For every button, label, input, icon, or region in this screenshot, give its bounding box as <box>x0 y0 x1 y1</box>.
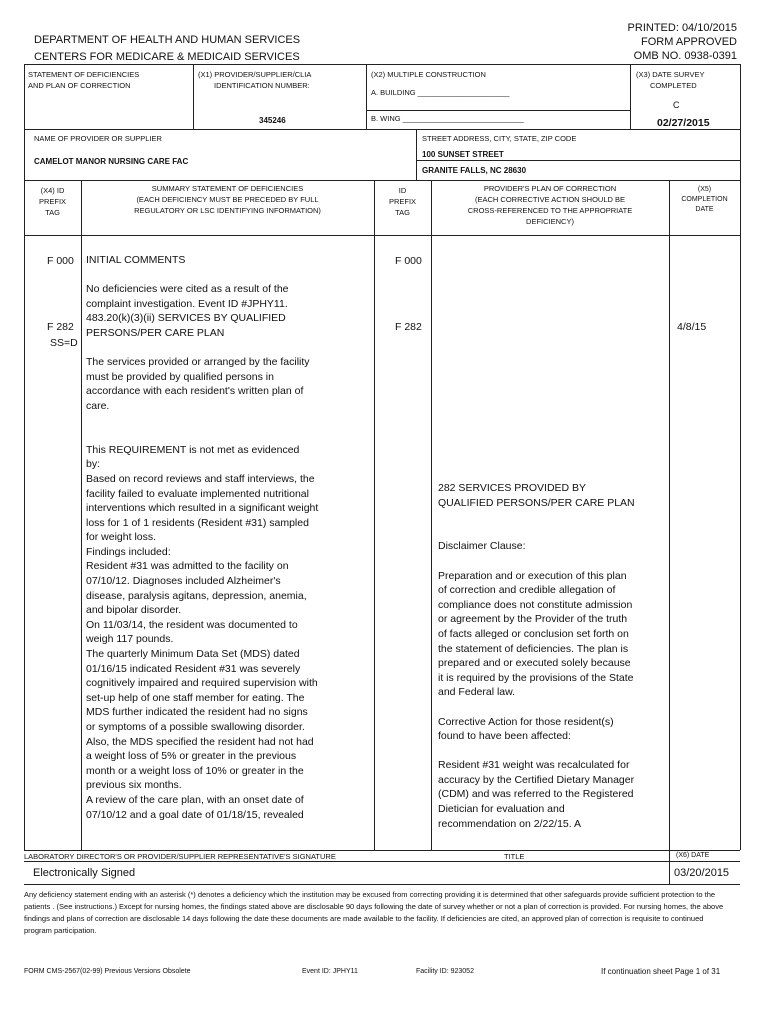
street-address: 100 SUNSET STREET <box>422 150 504 159</box>
x2-divider <box>366 110 630 111</box>
plan-line: Dietician for evaluation and <box>438 803 565 816</box>
page-counter: If continuation sheet Page 1 of 31 <box>601 967 721 976</box>
summary-line: On 11/03/14, the resident was documented to <box>86 618 298 631</box>
plan-line: the statement of deficiencies. The plan is <box>438 642 629 655</box>
id-header-1: ID <box>398 186 407 195</box>
completion-date: 4/8/15 <box>677 321 707 333</box>
plan-header-2: (EACH CORRECTIVE ACTION SHOULD BE <box>474 195 626 204</box>
summary-line: 483.20(k)(3)(ii) SERVICES BY QUALIFIED <box>86 312 286 325</box>
summary-line: for weight loss. <box>86 531 157 544</box>
grid-line-columns <box>24 180 740 181</box>
x1-label-1: (X1) PROVIDER/SUPPLIER/CLIA <box>198 70 312 79</box>
centers-name: CENTERS FOR MEDICARE & MEDICAID SERVICES <box>34 51 300 63</box>
summary-line: by: <box>86 458 101 471</box>
plan-line <box>438 525 635 540</box>
city-state-zip: GRANITE FALLS, NC 28630 <box>422 166 527 175</box>
grid-line-x3 <box>630 64 631 129</box>
id-header-2: PREFIX <box>388 197 417 206</box>
summary-line: complaint investigation. Event ID #JPHY11. <box>86 297 288 310</box>
summary-line <box>86 428 318 443</box>
plan-line: prepared and or executed solely because <box>438 657 631 670</box>
grid-line-x1 <box>193 64 194 129</box>
summary-line: Resident #31 was admitted to the facility on <box>86 560 289 573</box>
summary-line: The services provided or arranged by the facility <box>86 356 310 369</box>
grid-line-street <box>416 160 740 161</box>
summary-line: accordance with each resident's written plan of <box>86 385 304 398</box>
summary-line: facility failed to evaluate implemented nutritional <box>86 487 309 500</box>
summary-line: cognitively impaired and required supervision with <box>86 677 318 690</box>
summary-header-1: SUMMARY STATEMENT OF DEFICIENCIES <box>151 184 304 193</box>
plan-line <box>438 744 635 759</box>
event-id: Event ID: JPHY11 <box>302 968 358 975</box>
summary-line: No deficiencies were cited as a result of the <box>86 283 289 296</box>
grid-line-address <box>416 129 417 180</box>
x3-status: C <box>673 100 680 110</box>
provider-number: 345246 <box>259 116 286 125</box>
x3-label-1: (X3) DATE SURVEY <box>636 70 705 79</box>
x5-header-3: DATE <box>695 206 714 213</box>
summary-line: Also, the MDS specified the resident had not had <box>86 735 314 748</box>
summary-line: Based on record reviews and staff interviews, the <box>86 472 315 485</box>
plan-line: or agreement by the Provider of the truth <box>438 613 628 626</box>
tag-right-f000: F 000 <box>395 255 422 267</box>
tag-left-f282: F 282 <box>47 321 74 333</box>
summary-line: previous six months. <box>86 779 182 792</box>
grid-line-left <box>24 64 25 850</box>
summary-line: and bipolar disorder. <box>86 604 182 617</box>
grid-line-body <box>24 235 740 236</box>
summary-line: 07/10/12. Diagnoses included Alzheimer's <box>86 575 281 588</box>
plan-line: found to have been affected: <box>438 730 571 743</box>
x4-header-1: (X4) ID <box>40 186 65 195</box>
summary-line: A review of the care plan, with an onset date of <box>86 793 304 806</box>
summary-line: must be provided by qualified persons in <box>86 370 274 383</box>
summary-line: loss for 1 of 1 residents (Resident #31) sampled <box>86 516 309 529</box>
x5-header-2: COMPLETION <box>681 196 728 203</box>
plan-line: (CDM) and was referred to the Registered <box>438 788 634 801</box>
plan-line: of correction and credible allegation of <box>438 584 616 597</box>
grid-line-top <box>24 64 740 65</box>
plan-line: it is required by the provisions of the State <box>438 671 634 684</box>
signature-line-top <box>24 850 740 851</box>
omb-number: OMB NO. 0938-0391 <box>633 50 737 62</box>
tag-left-f000: F 000 <box>47 255 74 267</box>
summary-line: disease, paralysis agitans, depression, anemia, <box>86 589 307 602</box>
plan-line: QUALIFIED PERSONS/PER CARE PLAN <box>438 496 635 509</box>
plan-line <box>438 510 635 525</box>
tag-left-severity: SS=D <box>50 337 78 349</box>
signature-date-divider <box>669 850 670 884</box>
x1-label-2: IDENTIFICATION NUMBER: <box>214 81 310 90</box>
summary-line: or symptoms of a possible swallowing disorder. <box>86 721 305 733</box>
summary-header-2: (EACH DEFICIENCY MUST BE PRECEDED BY FULL <box>136 195 319 204</box>
plan-line: and Federal law. <box>438 686 516 699</box>
x5-header-1: (X5) <box>697 186 712 193</box>
summary-line <box>86 341 318 356</box>
signature-date: 03/20/2015 <box>674 867 730 879</box>
col-line-summary <box>81 180 82 850</box>
grid-line-right <box>740 64 741 850</box>
plan-of-correction <box>438 481 635 831</box>
summary-line: month or a weight loss of 10% or greater in the <box>86 764 304 777</box>
plan-line: compliance does not constitute admission <box>438 598 633 611</box>
form-approved: FORM APPROVED <box>641 36 737 48</box>
col-line-id <box>374 180 375 850</box>
summary-line: MDS further indicated the resident had no signs <box>86 706 308 719</box>
x4-header-2: PREFIX <box>38 197 67 206</box>
x3-label-2: COMPLETED <box>650 81 697 90</box>
summary-line: set-up help of one staff member for eating. The <box>86 691 305 704</box>
grid-line-x2 <box>366 64 367 129</box>
grid-line-provider <box>24 129 740 130</box>
col-line-plan <box>431 180 432 850</box>
plan-line: recommendation on 2/22/15. A <box>438 817 582 830</box>
statement-label-1: STATEMENT OF DEFICIENCIES <box>28 70 140 79</box>
summary-line: 07/10/12 and a goal date of 01/18/15, revealed <box>86 808 304 821</box>
plan-line: Corrective Action for those resident(s) <box>438 715 614 728</box>
x2-label: (X2) MULTIPLE CONSTRUCTION <box>371 70 486 79</box>
form-id: FORM CMS-2567(02-99) Previous Versions Obsolete <box>24 968 191 975</box>
summary-line: This REQUIREMENT is not met as evidenced <box>86 443 300 456</box>
x6-date-label: (X6) DATE <box>676 852 710 859</box>
plan-line: Resident #31 weight was recalculated for <box>438 759 630 772</box>
printed-date: PRINTED: 04/10/2015 <box>627 22 737 34</box>
x2-wing: B. WING _____________________________ <box>371 114 524 123</box>
plan-line <box>438 554 635 569</box>
summary-line <box>86 268 318 283</box>
summary-line: care. <box>86 399 110 412</box>
provider-label: NAME OF PROVIDER OR SUPPLIER <box>34 134 162 143</box>
summary-header-3: REGULATORY OR LSC IDENTIFYING INFORMATION) <box>134 206 321 215</box>
provider-name: CAMELOT MANOR NURSING CARE FAC <box>34 157 189 166</box>
plan-line: accuracy by the Certified Dietary Manager <box>438 773 635 786</box>
address-label: STREET ADDRESS, CITY, STATE, ZIP CODE <box>422 134 577 143</box>
summary-line: weigh 117 pounds. <box>86 633 174 646</box>
plan-header-4: DEFICIENCY) <box>526 217 574 226</box>
summary-line: a weight loss of 5% or greater in the previous <box>86 750 297 763</box>
title-label: TITLE <box>504 852 525 861</box>
department-name: DEPARTMENT OF HEALTH AND HUMAN SERVICES <box>34 34 301 46</box>
summary-line: PERSONS/PER CARE PLAN <box>86 326 225 339</box>
x4-header-3: TAG <box>45 208 60 217</box>
facility-id: Facility ID: 923052 <box>416 968 474 975</box>
col-line-x5 <box>669 180 670 850</box>
signature-line-bottom <box>24 884 740 885</box>
plan-header-1: PROVIDER'S PLAN OF CORRECTION <box>483 184 617 193</box>
summary-line: Findings included: <box>86 545 171 558</box>
survey-date: 02/27/2015 <box>657 117 710 129</box>
statement-label-2: AND PLAN OF CORRECTION <box>28 81 131 90</box>
plan-line: 282 SERVICES PROVIDED BY <box>438 482 587 494</box>
summary-line: interventions which resulted in a significant weight <box>86 502 319 515</box>
tag-right-f282: F 282 <box>395 321 422 333</box>
signature-value: Electronically Signed <box>33 867 136 879</box>
summary-line <box>86 414 318 429</box>
summary-line: 01/16/15 indicated Resident #31 was severely <box>86 662 301 675</box>
id-header-3: TAG <box>395 208 410 217</box>
signature-label: LABORATORY DIRECTOR'S OR PROVIDER/SUPPLIER REPRESENTATIVE'S SIGNATURE <box>24 852 336 861</box>
plan-line: Disclaimer Clause: <box>438 540 526 553</box>
x2-building: A. BUILDING ______________________ <box>371 88 510 97</box>
plan-line: Preparation and or execution of this plan <box>438 569 627 582</box>
plan-header-3: CROSS-REFERENCED TO THE APPROPRIATE <box>467 206 633 215</box>
summary-statement <box>86 253 318 822</box>
signature-line-mid <box>24 861 740 862</box>
plan-line: of facts alleged or conclusion set forth on <box>438 627 629 640</box>
disclosure-notice: Any deficiency statement ending with an asterisk (*) denotes a deficiency which the institution may be excused from correcting providing it is determined that other safeguards provide sufficient protection to the patients . (See instructions.) Except for nursing homes, the findings stated above are disclosable 90 days following the date of survey whether or not a plan of correction is provided. For nursing homes, the above findings and plans of correction are disclosable 14 days following the date these documents are made available to the facility. If deficiencies are cited, an approved plan of correction is requisite to continued program participation. <box>24 890 724 935</box>
plan-line <box>438 700 635 715</box>
summary-line: The quarterly Minimum Data Set (MDS) dated <box>86 648 300 661</box>
summary-line: INITIAL COMMENTS <box>86 254 186 266</box>
